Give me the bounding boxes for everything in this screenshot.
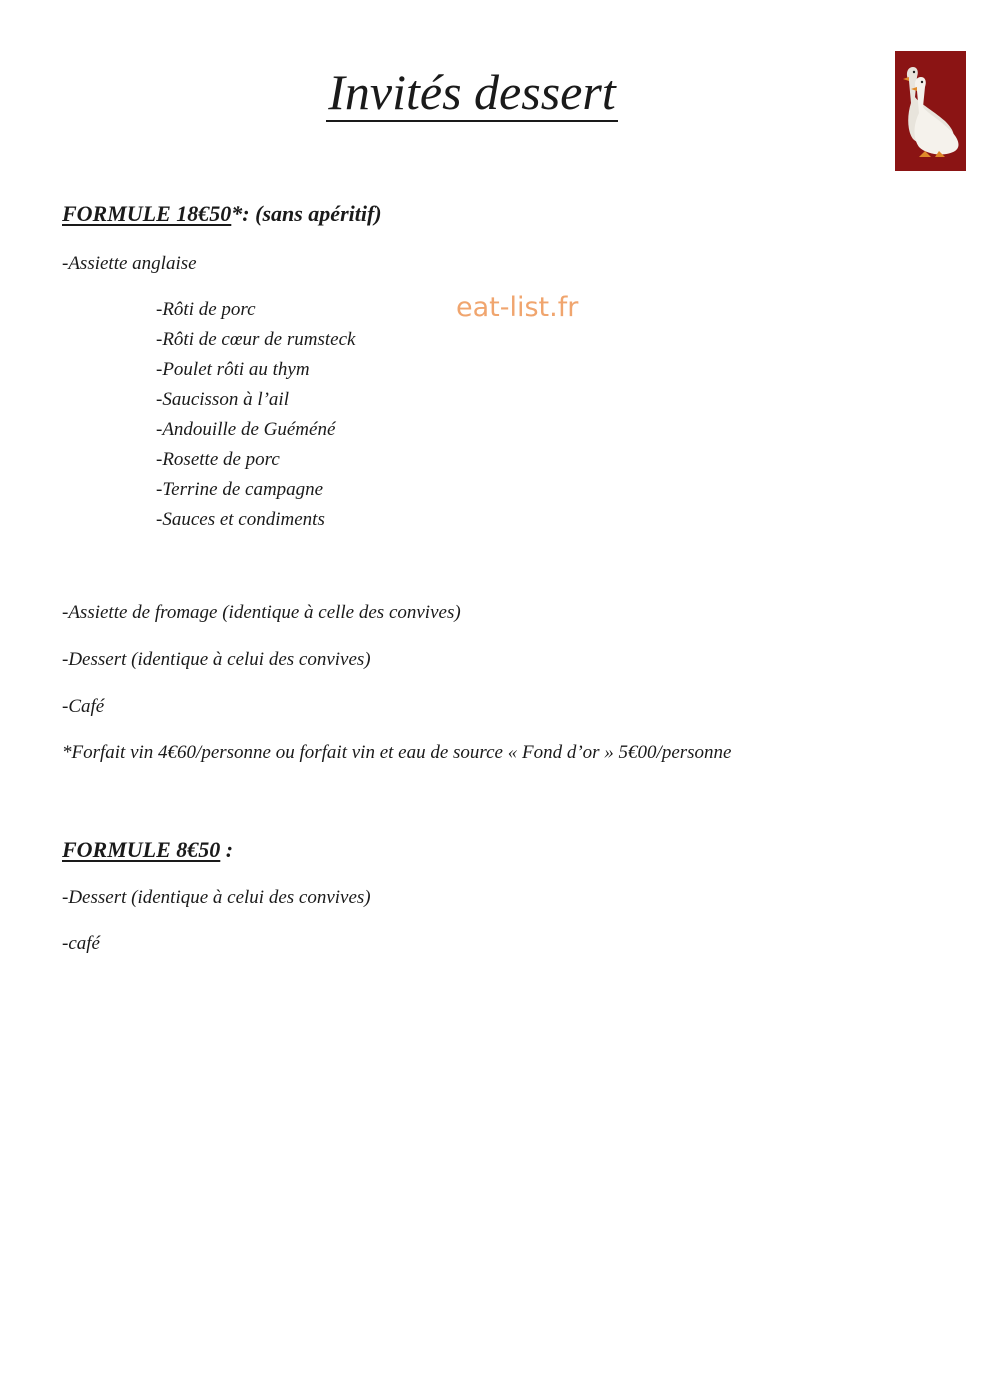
list-item: -Poulet rôti au thym [156,359,310,380]
formule-8-price: FORMULE 8€50 [62,837,221,862]
cafe-line: -Café [62,696,105,717]
page-title: Invités dessert [328,64,616,120]
assiette-fromage: -Assiette de fromage (identique à celle des convives) [62,602,461,623]
list-item: -Sauces et condiments [156,509,325,530]
list-item: -Saucisson à l’ail [156,389,289,410]
dessert-line: -Dessert (identique à celui des convives) [62,649,371,670]
formule-8-note: : [220,837,234,862]
assiette-anglaise: -Assiette anglaise [62,253,197,274]
formule-18-note: *: (sans apéritif) [231,201,382,226]
geese-logo-icon [895,51,966,171]
list-item: -Rosette de porc [156,449,280,470]
formule-18-heading [62,200,382,228]
list-item: -Andouille de Guéméné [156,419,336,440]
formule-8-heading [62,836,233,864]
list-item: -Rôti de porc [156,299,256,320]
dessert-line-2: -Dessert (identique à celui des convives) [62,887,371,908]
cafe-line-2: -café [62,933,100,954]
formule-18-price: FORMULE 18€50 [62,201,232,226]
list-item: -Rôti de cœur de rumsteck [156,329,356,350]
watermark: eat-list.fr [456,292,579,323]
forfait-vin-note: *Forfait vin 4€60/personne ou forfait vin et eau de source « Fond d’or » 5€00/personne [62,742,732,763]
list-item: -Terrine de campagne [156,479,324,500]
